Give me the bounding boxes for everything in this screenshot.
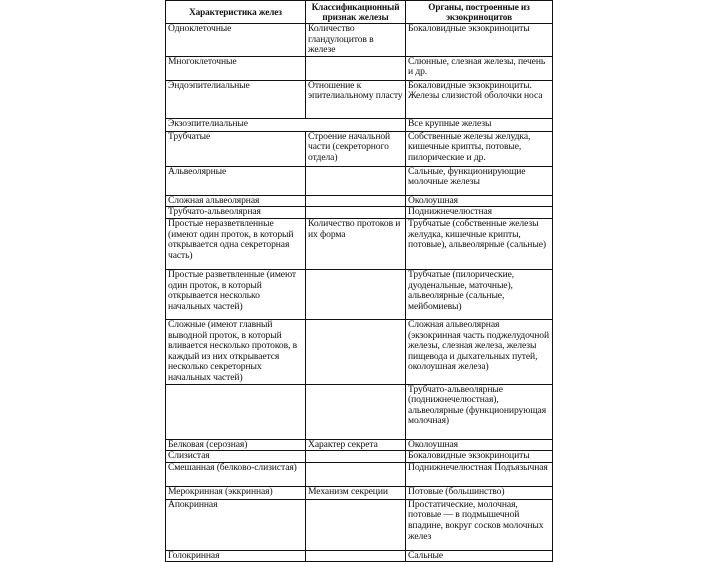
cell-criterion [306, 550, 406, 562]
table-row [166, 451, 553, 463]
cell-characteristic: Сложные (имеют главный выводной проток, в который вливается несколько протоков, в каждый из них открывается несколько секреторных начальных частей) [166, 319, 306, 384]
cell-characteristic: Эндоэпителиальные [166, 80, 306, 118]
table-row [166, 486, 553, 499]
cell-characteristic: Простые неразветвленные (имеют один проток, в который открывается одна секреторная часть) [166, 218, 306, 269]
cell-criterion [306, 195, 406, 207]
cell-criterion [306, 451, 406, 463]
cell-characteristic: Слизистая [166, 451, 306, 463]
table-row [166, 80, 553, 118]
cell-characteristic: Простые разветвленные (имеют один проток, в который открывается несколько начальных частей) [166, 269, 306, 319]
cell-organs: Бокаловидные экзокриноциты [406, 24, 553, 57]
cell-characteristic: Сложная альвеолярная [166, 195, 306, 207]
cell-criterion [306, 166, 406, 195]
cell-characteristic: Альвеолярные [166, 166, 306, 195]
cell-organs: Трубчато-альвеолярные (поднижнечелюстная), альвеолярные (функционирующая молочная) [406, 384, 553, 439]
cell-criterion: Механизм секреции [306, 486, 406, 499]
cell-organs: Слюнные, слезная железы, печень и др. [406, 56, 553, 80]
cell-characteristic: Одноклеточные [166, 24, 306, 57]
cell-organs: Поднижнечелюстная [406, 207, 553, 219]
glands-table-page [165, 0, 552, 562]
cell-organs: Трубчатые (собственные железы желудка, кишечные крипты, потовые), альвеолярные (сальные) [406, 218, 553, 269]
cell-criterion [306, 269, 406, 319]
cell-characteristic: Многоклеточные [166, 56, 306, 80]
cell-criterion: Отношение к эпителиальному пласту [306, 80, 406, 118]
cell-organs: Сальные, функционирующие молочные железы [406, 166, 553, 195]
header-characteristic: Характеристика желез [166, 1, 306, 24]
table-row [166, 131, 553, 166]
table-row [166, 24, 553, 57]
cell-characteristic: Белковая (серозная) [166, 439, 306, 451]
cell-organs: Сложная альвеолярная (экзокринная часть поджелудочной железы, слезная железа, железы пищевода и дыхательных путей, околоушная железа) [406, 319, 553, 384]
table-row [166, 118, 553, 131]
cell-criterion [306, 462, 406, 486]
cell-characteristic: Голокринная [166, 550, 306, 562]
cell-criterion: Количество протоков и их форма [306, 218, 406, 269]
cell-characteristic: Смешанная (белково-слизистая) [166, 462, 306, 486]
cell-criterion: Количество гландулоцитов в железе [306, 24, 406, 57]
table-row [166, 319, 553, 384]
cell-organs: Бокаловидные экзокриноциты [406, 451, 553, 463]
cell-organs: Потовые (большинство) [406, 486, 553, 499]
cell-organs: Бокаловидные экзокриноциты. Железы слизистой оболочки носа [406, 80, 553, 118]
cell-organs: Собственные железы желудка, кишечные крипты, потовые, пилорические и др. [406, 131, 553, 166]
cell-characteristic: Апокринная [166, 499, 306, 550]
table-header-row [166, 1, 553, 24]
table-row [166, 218, 553, 269]
table-row [166, 499, 553, 550]
cell-organs: Поднижнечелюстная Подъязычная [406, 462, 553, 486]
cell-organs: Все крупные железы [406, 118, 553, 131]
header-organs: Органы, построенные из экзокриноцитов [406, 1, 553, 24]
table-row [166, 207, 553, 219]
cell-organs: Трубчатые (пилорические, дуоденальные, маточные), альвеолярные (сальные, мейбомиевы) [406, 269, 553, 319]
cell-characteristic: Экзоэпителиальные [166, 118, 406, 131]
cell-characteristic: Трубчато-альвеолярная [166, 207, 306, 219]
table-row [166, 195, 553, 207]
cell-organs: Простатические, молочная, потовые — в подмышечной впадине, вокруг сосков молочных желез [406, 499, 553, 550]
cell-criterion [306, 384, 406, 439]
table-row [166, 439, 553, 451]
glands-classification-table [165, 0, 553, 562]
cell-characteristic [166, 384, 306, 439]
cell-criterion [306, 319, 406, 384]
cell-organs: Околоушная [406, 439, 553, 451]
cell-organs: Околоушная [406, 195, 553, 207]
table-row [166, 166, 553, 195]
cell-characteristic: Трубчатые [166, 131, 306, 166]
cell-criterion [306, 499, 406, 550]
cell-characteristic: Мерокринная (эккринная) [166, 486, 306, 499]
header-criterion: Классификационный признак железы [306, 1, 406, 24]
table-row [166, 462, 553, 486]
cell-criterion [306, 56, 406, 80]
table-row [166, 269, 553, 319]
table-row [166, 550, 553, 562]
table-row [166, 56, 553, 80]
cell-organs: Сальные [406, 550, 553, 562]
cell-criterion [306, 207, 406, 219]
cell-criterion: Строение начальной части (секреторного отдела) [306, 131, 406, 166]
cell-criterion: Характер секрета [306, 439, 406, 451]
table-row [166, 384, 553, 439]
